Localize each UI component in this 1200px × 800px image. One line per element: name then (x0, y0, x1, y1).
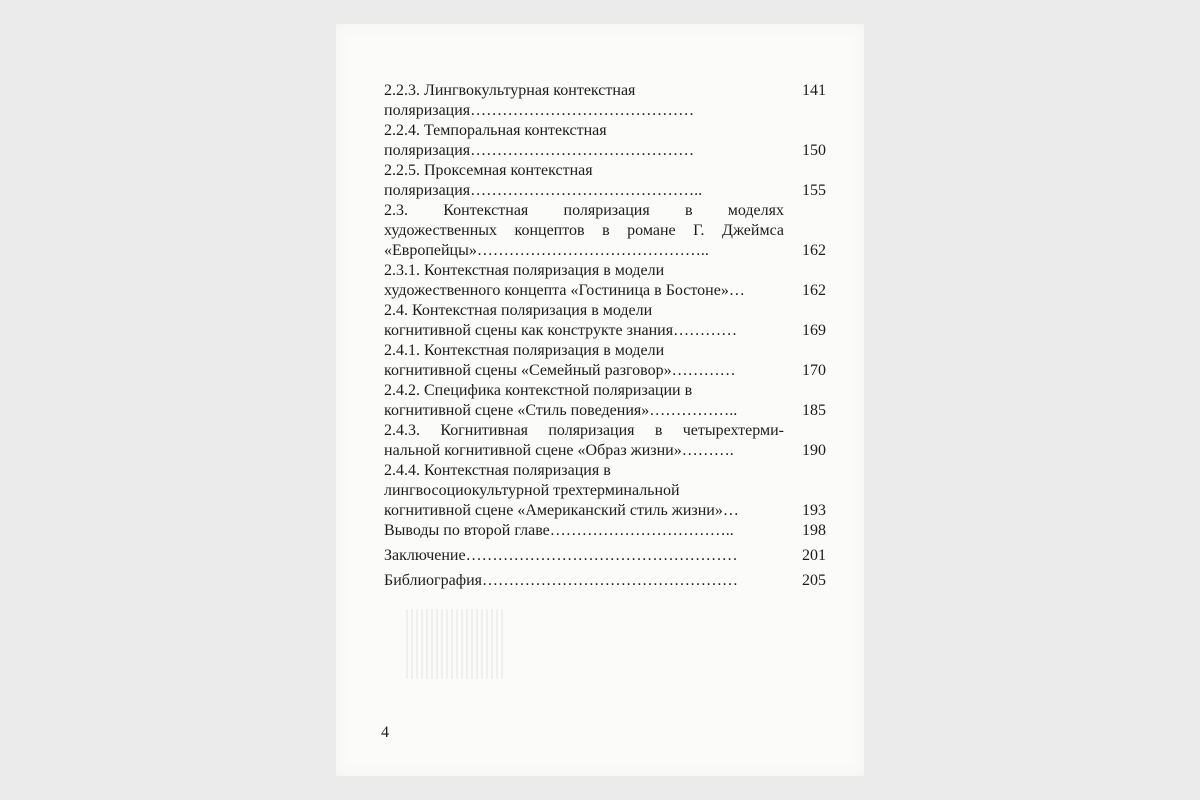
toc-entry-text: «Европейцы»…………………………………….. (384, 242, 709, 259)
page-folio-number: 4 (381, 724, 389, 741)
toc-entry-text: когнитивной сцены как конструкте знания………… (384, 322, 738, 339)
toc-entry-text: 2.2.4. Темпоральная контекстная (384, 122, 607, 139)
toc-entry-conclusion (384, 546, 826, 566)
toc-entry-text: лингвосоциокультурной трехтерминальной (384, 482, 680, 499)
toc-entry-text: 2.3. Контекстная поляризация в моделях (384, 202, 784, 219)
toc-page-number: 162 (802, 282, 826, 299)
toc-page-number: 150 (802, 142, 826, 159)
toc-entry-2-4 (384, 301, 826, 341)
toc-entry-text: художественного концепта «Гостиница в Бостоне»… (384, 282, 745, 299)
toc-entry-text: поляризация…………………………………… (384, 102, 695, 119)
toc-page-number: 141 (802, 82, 826, 99)
toc-entry-text: поляризация…………………………………….. (384, 182, 703, 199)
bleed-through-barcode (406, 609, 506, 679)
toc-entry-2-4-3 (384, 421, 826, 461)
toc-entry-text: 2.4. Контекстная поляризация в модели (384, 302, 653, 319)
toc-entry-text: Библиография………………………………………… (384, 572, 738, 589)
toc-entry-text: нальной когнитивной сцене «Образ жизни»………. (384, 442, 734, 459)
toc-entry-text: Заключение…………………………………………… (384, 547, 738, 564)
toc-entry-2-4-2 (384, 381, 826, 421)
toc-page-number: 205 (802, 572, 826, 589)
toc-entry-text: 2.2.3. Лингвокультурная контекстная (384, 82, 636, 99)
toc-entry-text: 2.3.1. Контекстная поляризация в модели (384, 262, 665, 279)
toc-page-number: 198 (802, 522, 826, 539)
toc-entry-bibliography (384, 571, 826, 591)
toc-page-number: 155 (802, 182, 826, 199)
toc-entry-text: Выводы по второй главе…………………………….. (384, 522, 734, 539)
toc-entry-2-2-3 (384, 81, 826, 121)
toc-page-number: 170 (802, 362, 826, 379)
toc-entry-text: 2.2.5. Проксемная контекстная (384, 162, 593, 179)
toc-entry-conclusions-chapter-2 (384, 521, 826, 541)
toc-page-number: 162 (802, 242, 826, 259)
toc-entry-text: когнитивной сцены «Семейный разговор»………… (384, 362, 736, 379)
toc-entry-text: когнитивной сцене «Американский стиль жизни»… (384, 502, 739, 519)
toc-entry-2-4-1 (384, 341, 826, 381)
toc-entry-2-4-4 (384, 461, 826, 521)
toc-page-number: 193 (802, 502, 826, 519)
toc-page-number: 169 (802, 322, 826, 339)
toc-page-number: 190 (802, 442, 826, 459)
book-page (336, 24, 864, 776)
toc-entry-2-3-1 (384, 261, 826, 301)
toc-page-number: 185 (802, 402, 826, 419)
toc-entry-text: 2.4.3. Когнитивная поляризация в четырехтерми- (384, 422, 784, 439)
toc-entry-text: 2.4.1. Контекстная поляризация в модели (384, 342, 665, 359)
toc-entry-text: когнитивной сцене «Стиль поведения»…………….. (384, 402, 738, 419)
toc-entry-2-2-4 (384, 121, 826, 161)
toc-entry-text: художественных концептов в романе Г. Джеймса (384, 222, 784, 239)
toc-entry-2-3 (384, 201, 826, 261)
toc-entry-text: поляризация…………………………………… (384, 142, 695, 159)
table-of-contents (384, 81, 826, 591)
toc-entry-text: 2.4.4. Контекстная поляризация в (384, 462, 611, 479)
toc-entry-text: 2.4.2. Специфика контекстной поляризации в (384, 382, 693, 399)
toc-entry-2-2-5 (384, 161, 826, 201)
toc-page-number: 201 (802, 547, 826, 564)
